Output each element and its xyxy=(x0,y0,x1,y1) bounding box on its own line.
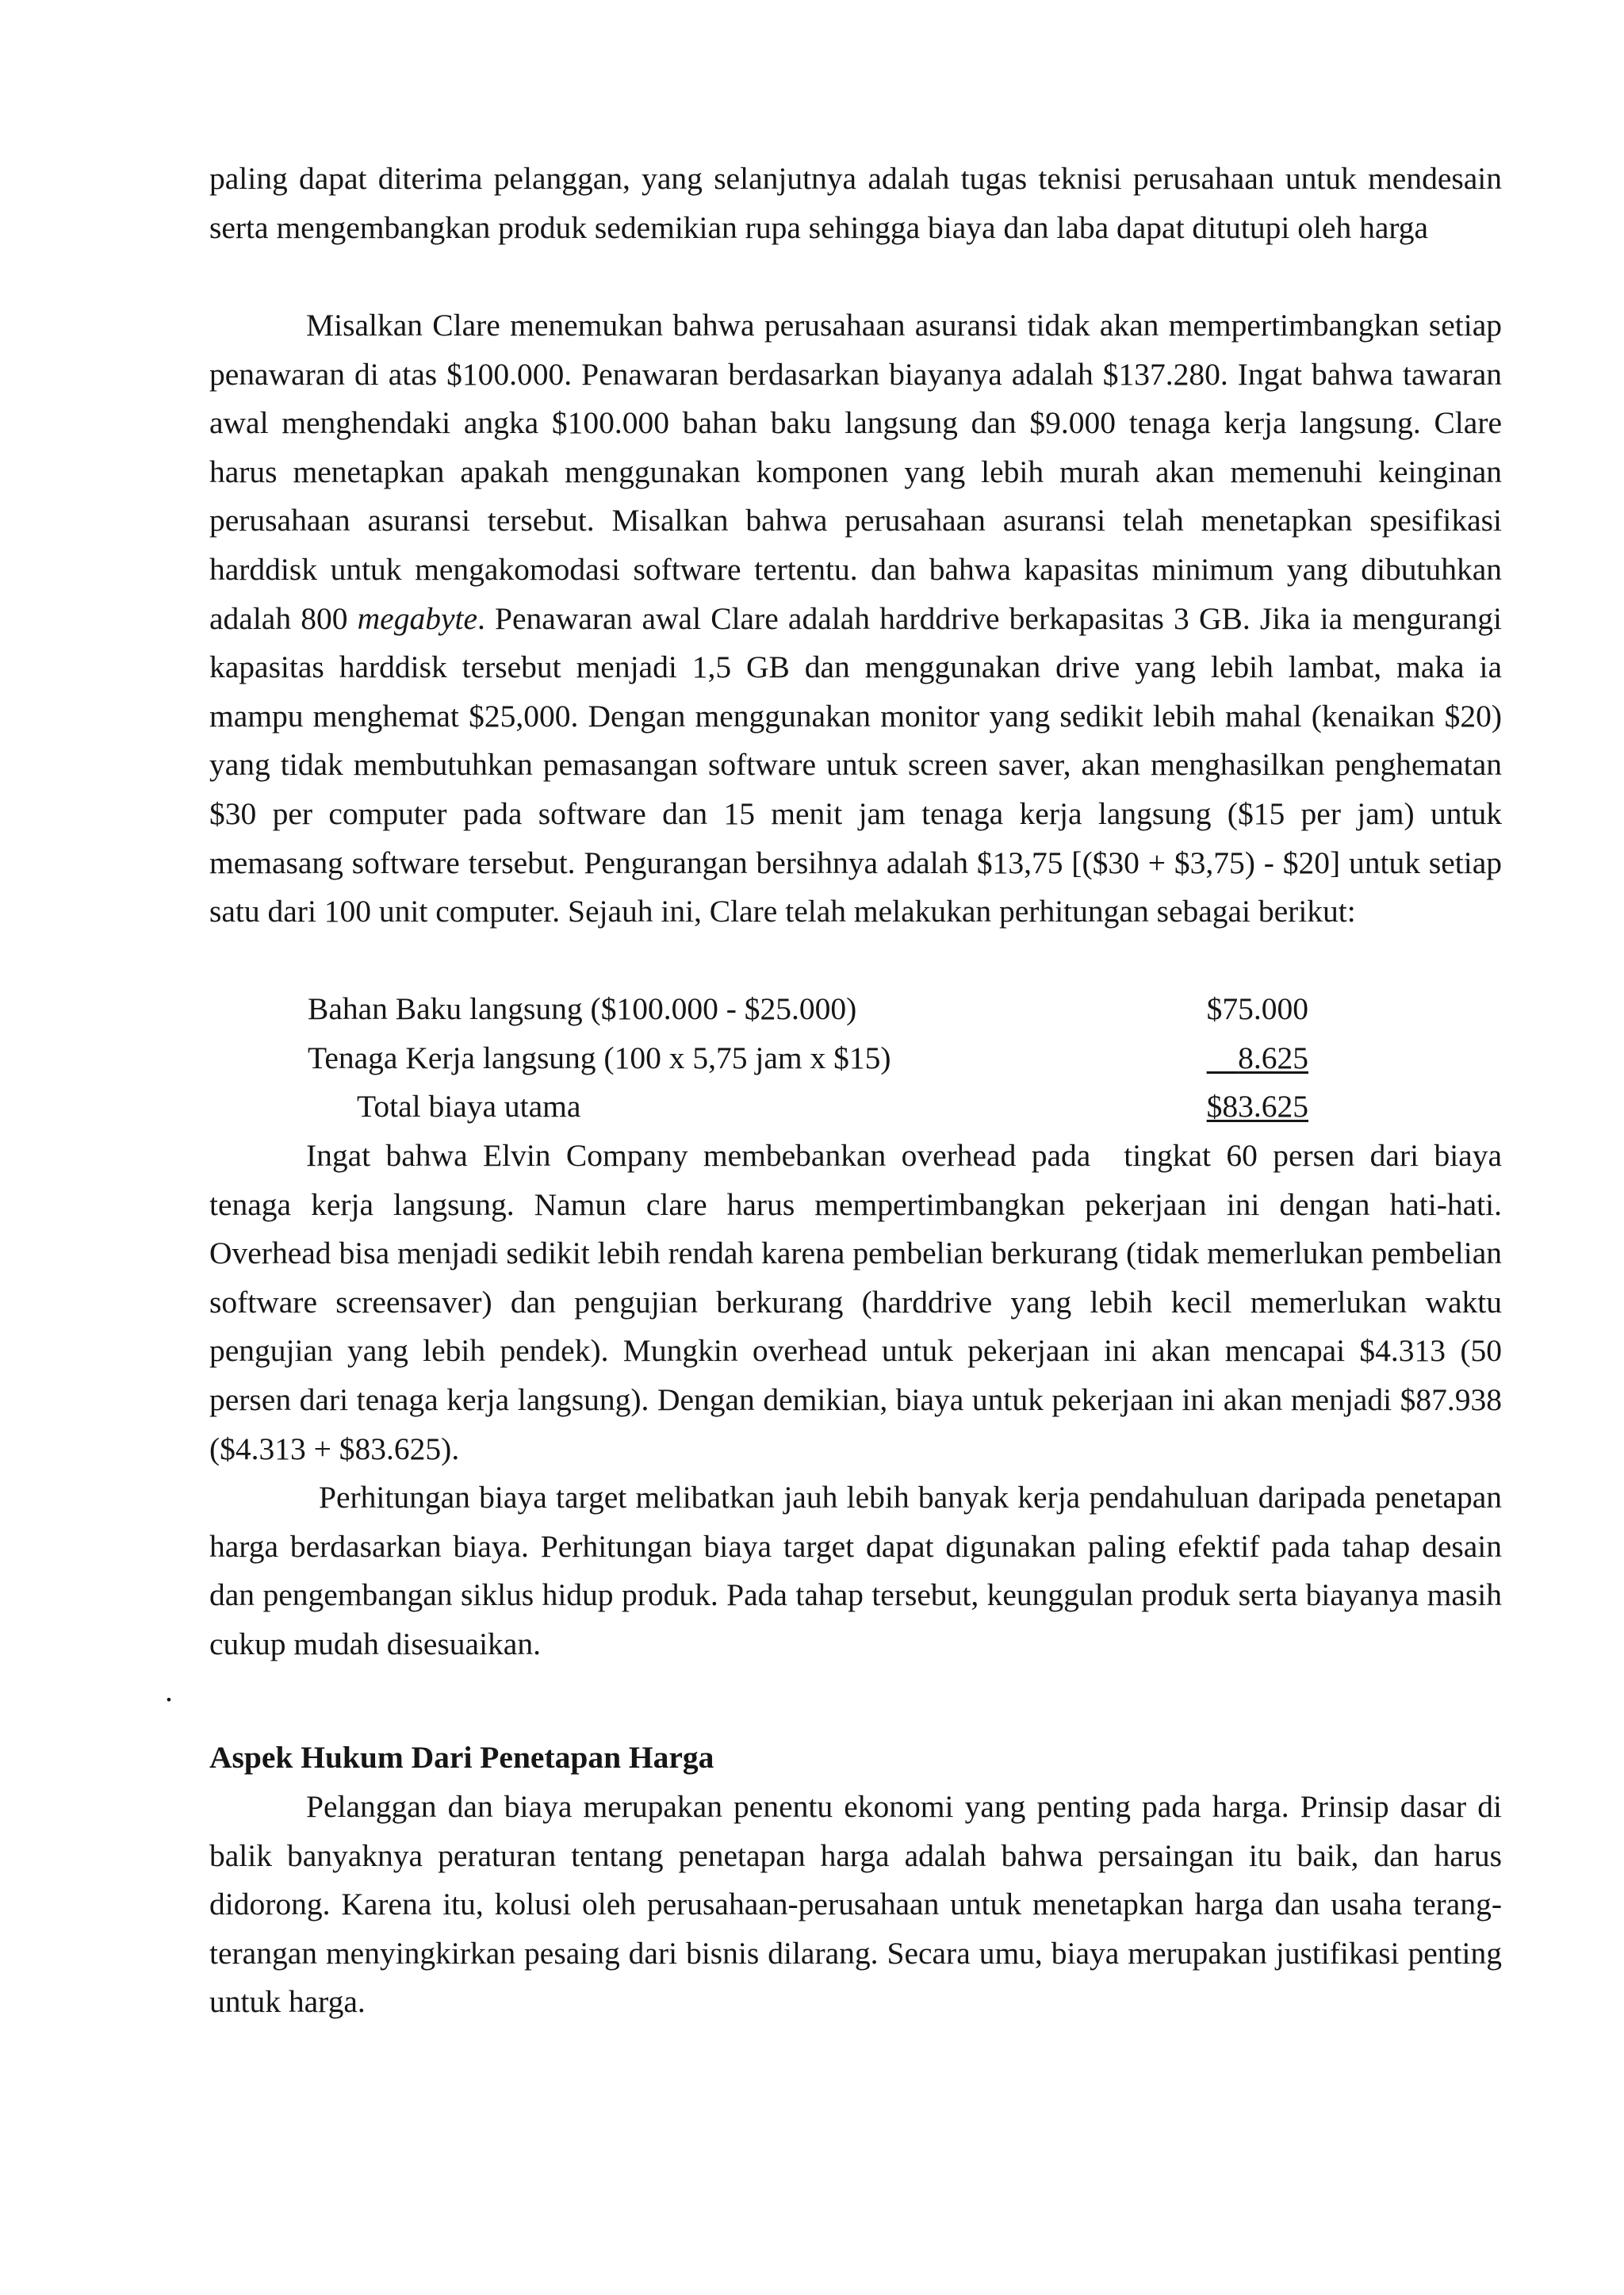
paragraph-intro: paling dapat diterima pelanggan, yang selanjutnya adalah tugas teknisi perusahaan untuk mendesain serta mengembangkan produk sedemikian rupa sehingga biaya dan laba dapat ditutupi oleh harga xyxy=(209,161,1502,245)
paragraph-clare-bid: Misalkan Clare menemukan bahwa perusahaan asuransi tidak akan mempertimbangkan setiap penawaran di atas $100.000. Penawaran berdasarkan biayanya adalah $137.280. Ingat bahwa tawaran awal menghendaki angka $100.000 bahan baku langsung dan $9.000 tenaga kerja langsung. Clare harus menetapkan apakah menggunakan komponen yang lebih murah akan memenuhi keinginan perusahaan asuransi tersebut. Misalkan bahwa perusahaan asuransi telah menetapkan spesifikasi harddisk untuk mengakomodasi software tertentu. dan bahwa kapasitas minimum yang dibutuhkan adalah 800 megabyte. Penawaran awal Clare adalah harddrive berkapasitas 3 GB. Jika ia mengurangi kapasitas harddisk tersebut menjadi 1,5 GB dan menggunakan drive yang lebih lambat, maka ia mampu menghemat $25,000. Dengan menggunakan monitor yang sedikit lebih mahal (kenaikan $20) yang tidak membutuhkan pemasangan software untuk screen saver, akan menghasilkan penghematan $30 per computer pada software dan 15 menit jam tenaga kerja langsung ($15 per jam) untuk memasang software tersebut. Pengurangan bersihnya adalah $13,75 [($30 + $3,75) - $20] untuk setiap satu dari 100 unit computer. Sejauh ini, Clare telah melakukan perhitungan sebagai berikut: xyxy=(209,308,1502,929)
cost-value: $83.625 xyxy=(1206,1089,1308,1125)
cost-row-total-prime-cost xyxy=(308,1082,1308,1132)
cost-row-direct-labor xyxy=(308,1034,1308,1083)
cost-label: Total biaya utama xyxy=(357,1089,581,1125)
paragraph-legal-aspects: Pelanggan dan biaya merupakan penentu ekonomi yang penting pada harga. Prinsip dasar di balik banyaknya peraturan tentang penetapan harga adalah bahwa persaingan itu baik, dan harus didorong. Karena itu, kolusi oleh perusahaan-perusahaan untuk menetapkan harga dan usaha terang-terangan menyingkirkan pesaing dari bisnis dilarang. Secara umu, biaya merupakan justifikasi penting untuk harga. xyxy=(209,1789,1502,2020)
cost-value: $75.000 xyxy=(1206,991,1308,1026)
cost-row-direct-materials xyxy=(308,985,1308,1034)
cost-label: Tenaga Kerja langsung (100 x 5,75 jam x $15) xyxy=(308,1040,891,1075)
cost-label: Bahan Baku langsung ($100.000 - $25.000) xyxy=(308,991,857,1026)
cost-value: 8.625 xyxy=(1238,1040,1308,1075)
cost-calculation-table xyxy=(308,985,1308,1132)
stray-mark: . xyxy=(165,1673,173,1708)
paragraph-overhead: Ingat bahwa Elvin Company membebankan overhead pada tingkat 60 persen dari biaya tenaga kerja langsung. Namun clare harus mempertimbangkan pekerjaan ini dengan hati-hati. Overhead bisa menjadi sedikit lebih rendah karena pembelian berkurang (tidak memerlukan pembelian software screensaver) dan pengujian berkurang (harddrive yang lebih kecil memerlukan waktu pengujian yang lebih pendek). Mungkin overhead untuk pekerjaan ini akan mencapai $4.313 (50 persen dari tenaga kerja langsung). Dengan demikian, biaya untuk pekerjaan ini akan menjadi $87.938 ($4.313 + $83.625). xyxy=(209,1138,1502,1466)
section-heading: Aspek Hukum Dari Penetapan Harga xyxy=(209,1740,714,1775)
paragraph-target-costing: Perhitungan biaya target melibatkan jauh lebih banyak kerja pendahuluan daripada penetapan harga berdasarkan biaya. Perhitungan biaya target dapat digunakan paling efektif pada tahap desain dan pengembangan siklus hidup produk. Pada tahap tersebut, keunggulan produk serta biayanya masih cukup mudah disesuaikan. xyxy=(209,1480,1502,1661)
